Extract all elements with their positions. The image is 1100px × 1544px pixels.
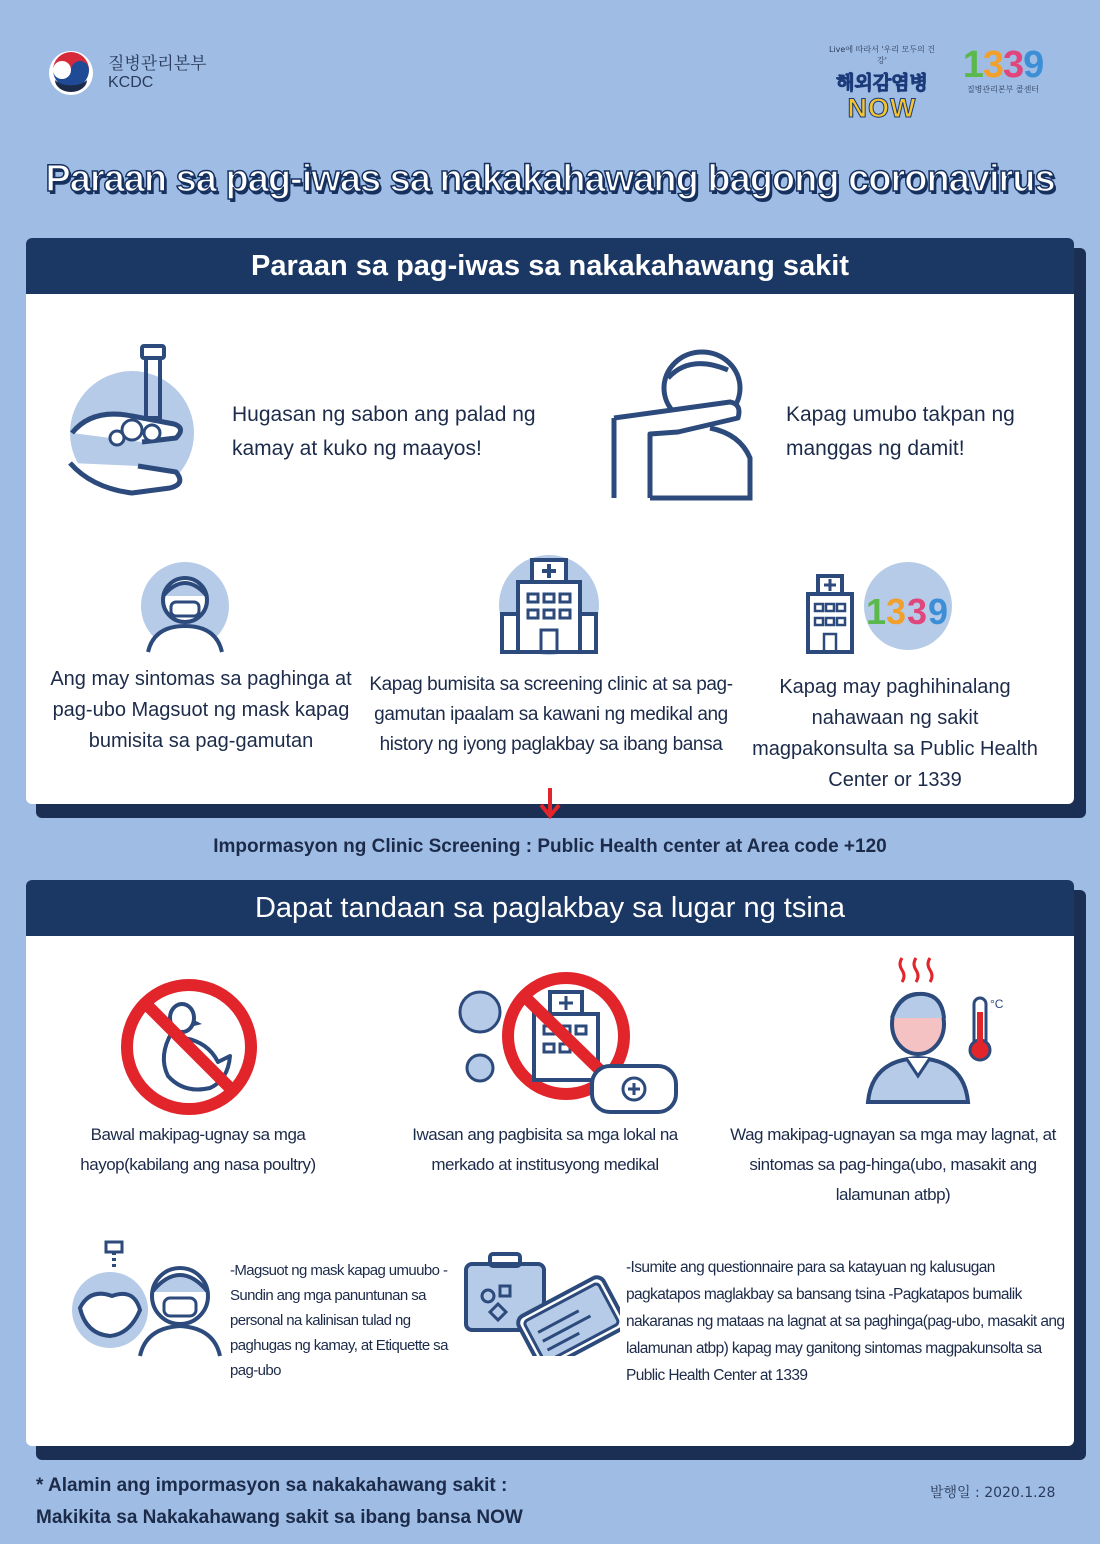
- hotline-digit: 1: [962, 44, 983, 86]
- public-health-1339-icon: [804, 562, 974, 658]
- travel-heading: Dapat tandaan sa paglakbay sa lugar ng tsina: [26, 880, 1074, 936]
- hotline-digit: 3: [1003, 44, 1024, 86]
- prevention-heading: Paraan sa pag-iwas sa nakakahawang sakit: [26, 238, 1074, 294]
- hotline-digit: 3: [982, 44, 1003, 86]
- svg-text:3: 3: [907, 591, 928, 632]
- mask-text: Ang may sintomas sa paghinga at pag-ubo Magsuot ng mask kapag bumisita sa pag-gamutan: [50, 668, 352, 752]
- cough-sleeve-icon: [610, 348, 760, 508]
- thermometer-unit: °C: [990, 997, 1004, 1011]
- questionnaire-text: -Isumite ang questionnaire para sa katayuan ng kalusugan pagkatapos maglakbay sa bansang tsina -Pagkatapos bumalik nakaranas ng mataas na lagnat at sa paghinga(pag-ubo, masakit ang lalamunan atbp) kapag may ganitong sintomas magpakunsolta sa Public Health Center at 1339: [626, 1259, 1065, 1384]
- arrow-down-icon: [538, 786, 562, 820]
- mask-tips-text: -Magsuot ng mask kapag umuubo -Sundin ang mga panuntunan sa personal na kalinisan tulad ng paghugas ng kamay, at Etiquette sa pag-ubo: [230, 1262, 448, 1379]
- questionnaire-icon: [460, 1246, 620, 1356]
- now-korean-title: 해외감염병: [836, 72, 928, 94]
- kcdc-korean-name: 질병관리본부: [108, 53, 207, 74]
- avoid-markets-text: Iwasan ang pagbisita sa mga lokal na merkado at institusyong medikal: [412, 1125, 678, 1174]
- overseas-infection-now-logo: [826, 44, 938, 122]
- no-poultry-icon: [118, 976, 260, 1118]
- footer-note-line1: * Alamin ang impormasyon sa nakakahawang sakit :: [36, 1475, 508, 1496]
- footer-note-line2: Makikita sa Nakakahawang sakit sa ibang bansa NOW: [36, 1507, 523, 1528]
- svg-text:1: 1: [866, 591, 887, 632]
- publish-date: 발행일 : 2020.1.28: [930, 1485, 1056, 1501]
- clinic-screening-info: Impormasyon ng Clinic Screening : Public Health center at Area code +120: [213, 836, 887, 857]
- hotline-1339-logo: [950, 46, 1056, 95]
- consult-text: Kapag may paghihinalang nahawaan ng sakit magpakonsulta sa Public Health Center or 1339: [752, 676, 1038, 791]
- page-title: Paraan sa pag-iwas sa nakakahawang bagong coronavirus: [45, 158, 1055, 200]
- now-tagline: Live에 따라서 '우리 모두의 건강': [829, 45, 935, 65]
- svg-text:9: 9: [928, 591, 949, 632]
- clinic-text: Kapag bumisita sa screening clinic at sa pag-gamutan ipaalam sa kawani ng medikal ang history ng iyong paglakbay sa ibang bansa: [369, 674, 733, 755]
- taegeuk-icon: [46, 48, 96, 98]
- avoid-markets-icon: [456, 970, 686, 1120]
- cough-text: Kapag umubo takpan ng manggas ng damit!: [786, 403, 1015, 460]
- mask-handwash-icon: [70, 1238, 226, 1358]
- now-english-title: NOW: [847, 93, 917, 123]
- hotline-digit: 9: [1023, 44, 1044, 86]
- fever-text: Wag makipag-ugnayan sa mga may lagnat, at sintomas sa pag-hinga(ubo, masakit ang lalamunan atbp): [730, 1125, 1056, 1204]
- handwash-icon: [62, 338, 202, 508]
- hospital-icon: [496, 552, 602, 658]
- hotline-subtitle: 질병관리본부 콜센터: [966, 85, 1040, 94]
- no-animals-text: Bawal makipag-ugnay sa mga hayop(kabilang ang nasa poultry): [80, 1125, 316, 1174]
- footer-note: [36, 1470, 523, 1534]
- masked-person-icon: [140, 560, 240, 654]
- hotline-number: [950, 46, 1056, 84]
- kcdc-logo: [46, 48, 207, 98]
- kcdc-english-name: KCDC: [108, 73, 154, 91]
- handwash-text: Hugasan ng sabon ang palad ng kamay at kuko ng maayos!: [232, 403, 536, 460]
- svg-text:3: 3: [886, 591, 907, 632]
- fever-person-icon: [860, 952, 1020, 1104]
